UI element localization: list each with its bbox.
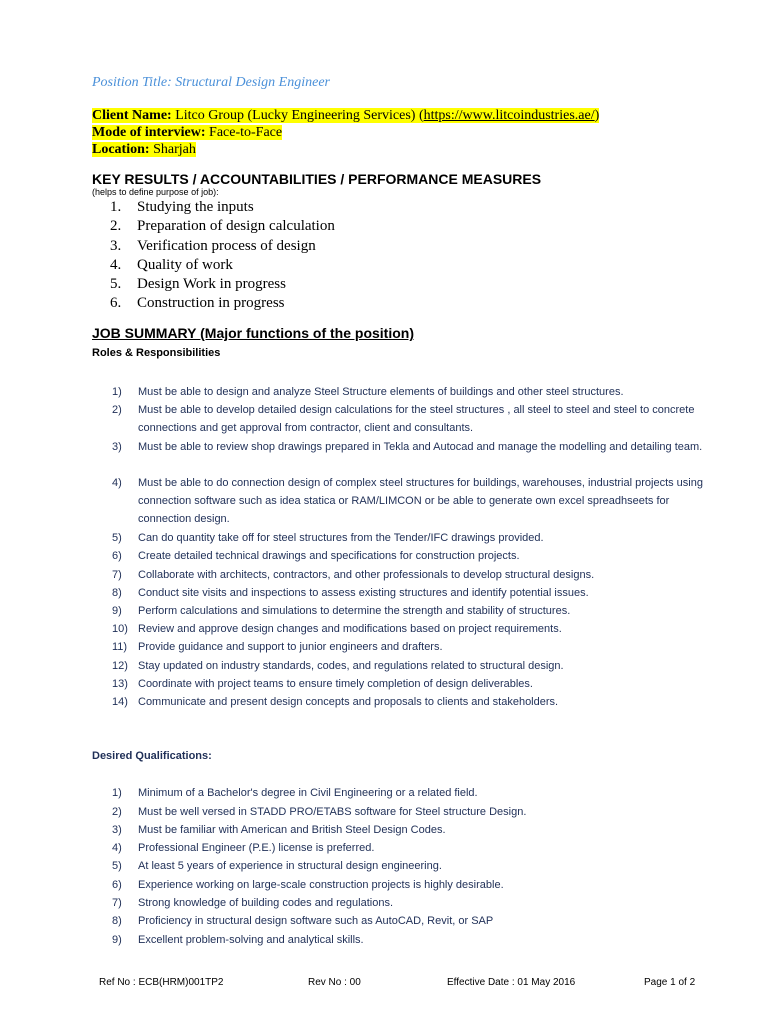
key-result-item-text: Verification process of design [137,238,316,254]
responsibility-item [112,638,712,656]
key-result-item [110,199,254,216]
location-line [92,141,196,158]
responsibility-item-text: Provide guidance and support to junior engineers and drafters. [138,641,443,653]
qualification-item-number: 3) [112,824,122,836]
client-link-close: ) [594,108,600,123]
position-title: Position Title: Structural Design Engineer [92,75,330,90]
qualification-item-number: 1) [112,787,122,799]
responsibility-item-text: Conduct site visits and inspections to assess existing structures and identify potential issues. [138,587,589,599]
footer-page-number: Page 1 of 2 [644,977,696,988]
responsibility-item-number: 6) [112,550,122,562]
responsibility-item-text: Can do quantity take off for steel structures from the Tender/IFC drawings provided. [138,532,544,544]
responsibility-item [112,438,712,456]
responsibility-item-text: Communicate and present design concepts and proposals to clients and stakeholders. [138,696,559,708]
client-name-label: Client Name: [92,108,172,123]
qualification-item-text: Minimum of a Bachelor's degree in Civil Engineering or a related field. [138,787,478,799]
qualification-item-text: At least 5 years of experience in structural design engineering. [138,860,442,872]
qualification-item-text: Strong knowledge of building codes and regulations. [138,897,394,909]
qualification-item-number: 4) [112,842,122,854]
responsibility-item-text: Collaborate with architects, contractors, and other professionals to develop structural designs. [138,569,595,581]
key-result-item-number: 2. [110,218,122,234]
key-result-item-text: Construction in progress [137,295,285,311]
key-result-item-text: Studying the inputs [137,199,254,215]
key-results-note: (helps to define purpose of job): [92,187,219,197]
qualification-item-number: 7) [112,897,122,909]
responsibility-item-number: 14) [112,696,128,708]
responsibility-item-number: 13) [112,678,128,690]
responsibility-item-number: 8) [112,587,122,599]
qualification-item [112,894,712,912]
responsibility-item-number: 10) [112,623,128,635]
qualification-item [112,857,712,875]
responsibility-item [112,474,712,528]
qualification-item [112,784,712,802]
responsibility-item-text: Must be able to review shop drawings prepared in Tekla and Autocad and manage the modelling and detailing team. [138,441,703,453]
key-results-heading: KEY RESULTS / ACCOUNTABILITIES / PERFORMANCE MEASURES [92,171,542,187]
responsibility-item-number: 1) [112,386,122,398]
key-result-item-number: 1. [110,199,122,215]
qualification-item [112,876,712,894]
responsibility-item [112,566,712,584]
qualification-item [112,803,712,821]
responsibility-item [112,657,712,675]
responsibility-item-number: 4) [112,477,122,489]
roles-heading: Roles & Responsibilities [92,347,221,359]
qualification-item [112,931,712,949]
key-result-item-number: 4. [110,257,122,273]
footer-rev: Rev No : 00 [308,977,361,988]
job-summary-heading: JOB SUMMARY (Major functions of the position) [92,325,414,341]
client-website-link[interactable]: https://www.litcoindustries.ae/ [423,108,595,123]
responsibility-item-number: 11) [112,641,128,653]
key-result-item [110,257,233,274]
responsibility-item-text: Must be able to do connection design of complex steel structures for buildings, warehouses, industrial projects using connection software such as idea statica or RAM/LIMCON or be able to generate own excel spreadhseets for connection design. [138,477,703,525]
qualification-item-number: 6) [112,879,122,891]
qualification-item-text: Experience working on large-scale construction projects is highly desirable. [138,879,504,891]
key-result-item [110,238,316,255]
responsibility-item [112,547,712,565]
responsibility-item [112,620,712,638]
key-result-item-text: Design Work in progress [137,276,286,292]
responsibility-item-number: 2) [112,404,122,416]
qualification-item-number: 8) [112,915,122,927]
qualification-item [112,839,712,857]
key-result-item-number: 5. [110,276,122,292]
key-result-item-text: Quality of work [137,257,233,273]
responsibility-item-number: 9) [112,605,122,617]
footer-ref: Ref No : ECB(HRM)001TP2 [99,977,224,988]
qualification-item-number: 2) [112,806,122,818]
responsibility-item-number: 12) [112,660,128,672]
footer-effective-date: Effective Date : 01 May 2016 [447,977,576,988]
qualification-item-text: Must be well versed in STADD PRO/ETABS software for Steel structure Design. [138,806,527,818]
client-name-value: Litco Group (Lucky Engineering Services) ( [171,108,424,123]
responsibility-item-text: Coordinate with project teams to ensure timely completion of design deliverables. [138,678,533,690]
key-result-item [110,218,335,235]
responsibility-item-number: 3) [112,441,122,453]
responsibility-item-text: Stay updated on industry standards, codes, and regulations related to structural design. [138,660,564,672]
qualifications-heading: Desired Qualifications: [92,750,212,762]
interview-mode-line [92,124,282,141]
responsibility-item-text: Must be able to develop detailed design calculations for the steel structures , all steel to steel and steel to concrete connections and get approval from contractor, client and consultants. [138,404,695,434]
qualification-item-text: Must be familiar with American and British Steel Design Codes. [138,824,446,836]
responsibility-item [112,401,712,437]
responsibility-item [112,693,712,711]
location-label: Location: [92,142,150,157]
key-result-item-number: 6. [110,295,122,311]
responsibility-item-text: Perform calculations and simulations to determine the strength and stability of structures. [138,605,571,617]
interview-mode-value: Face-to-Face [205,125,283,140]
client-name-line [92,107,599,124]
qualification-item [112,912,712,930]
responsibility-item-text: Create detailed technical drawings and specifications for construction projects. [138,550,520,562]
responsibility-item-text: Must be able to design and analyze Steel Structure elements of buildings and other steel structures. [138,386,624,398]
responsibility-item-number: 7) [112,569,122,581]
qualification-item-text: Excellent problem-solving and analytical skills. [138,934,364,946]
qualification-item-text: Professional Engineer (P.E.) license is preferred. [138,842,375,854]
qualification-item-text: Proficiency in structural design software such as AutoCAD, Revit, or SAP [138,915,494,927]
qualification-item [112,821,712,839]
qualification-item-number: 9) [112,934,122,946]
key-result-item [110,276,286,293]
interview-mode-label: Mode of interview: [92,125,206,140]
responsibility-item [112,529,712,547]
responsibility-item [112,675,712,693]
responsibility-item-number: 5) [112,532,122,544]
location-value: Sharjah [149,142,196,157]
responsibility-item [112,584,712,602]
key-result-item [110,295,285,312]
responsibility-item [112,602,712,620]
key-result-item-text: Preparation of design calculation [137,218,335,234]
qualification-item-number: 5) [112,860,122,872]
key-result-item-number: 3. [110,238,122,254]
responsibility-item [112,383,712,401]
responsibility-item-text: Review and approve design changes and modifications based on project requirements. [138,623,562,635]
